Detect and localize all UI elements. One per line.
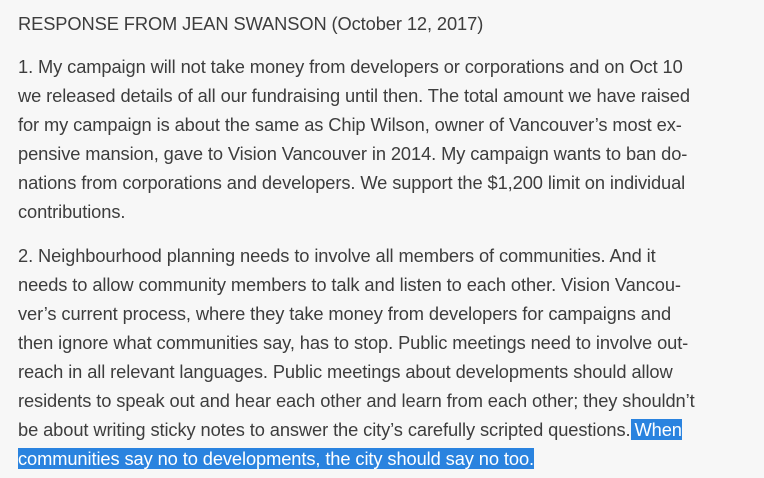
paragraph-line: nations from corporations and developers. We support the $1,200 limit on individual — [18, 172, 686, 193]
paragraph-line: we released details of all our fundraising until then. The total amount we have raised — [18, 85, 690, 106]
paragraph-line: contributions. — [18, 201, 126, 222]
paragraph-line: 2. Neighbourhood planning needs to involve all members of communities. And it — [18, 245, 656, 266]
selected-text-start[interactable]: When — [631, 419, 682, 440]
paragraph-line: residents to speak out and hear each other and learn from each other; they shouldn’t — [18, 390, 695, 411]
paragraph-line: reach in all relevant languages. Public meetings about developments should allow — [18, 361, 673, 382]
paragraph-line: ver’s current process, where they take money from developers for campaigns and — [18, 303, 672, 324]
paragraph-line-selected[interactable] — [18, 444, 695, 473]
paragraph-line-with-selection[interactable] — [18, 415, 695, 444]
paragraph-line: pensive mansion, gave to Vision Vancouver in 2014. My campaign wants to ban do- — [18, 143, 688, 164]
paragraph-line: then ignore what communities say, has to stop. Public meetings need to involve out- — [18, 332, 689, 353]
paragraph-line: needs to allow community members to talk and listen to each other. Vision Vancou- — [18, 274, 681, 295]
paragraph-line: 1. My campaign will not take money from developers or corporations and on Oct 10 — [18, 56, 683, 77]
paragraph-1 — [18, 52, 690, 226]
paragraph-line-text: be about writing sticky notes to answer the city’s carefully scripted questions. — [18, 419, 631, 440]
response-heading: RESPONSE FROM JEAN SWANSON (October 12, 2017) — [18, 13, 484, 34]
paragraph-2 — [18, 241, 695, 473]
selected-text-end[interactable]: communities say no to developments, the city should say no too. — [18, 448, 535, 469]
paragraph-line: for my campaign is about the same as Chip Wilson, owner of Vancouver’s most ex- — [18, 114, 682, 135]
